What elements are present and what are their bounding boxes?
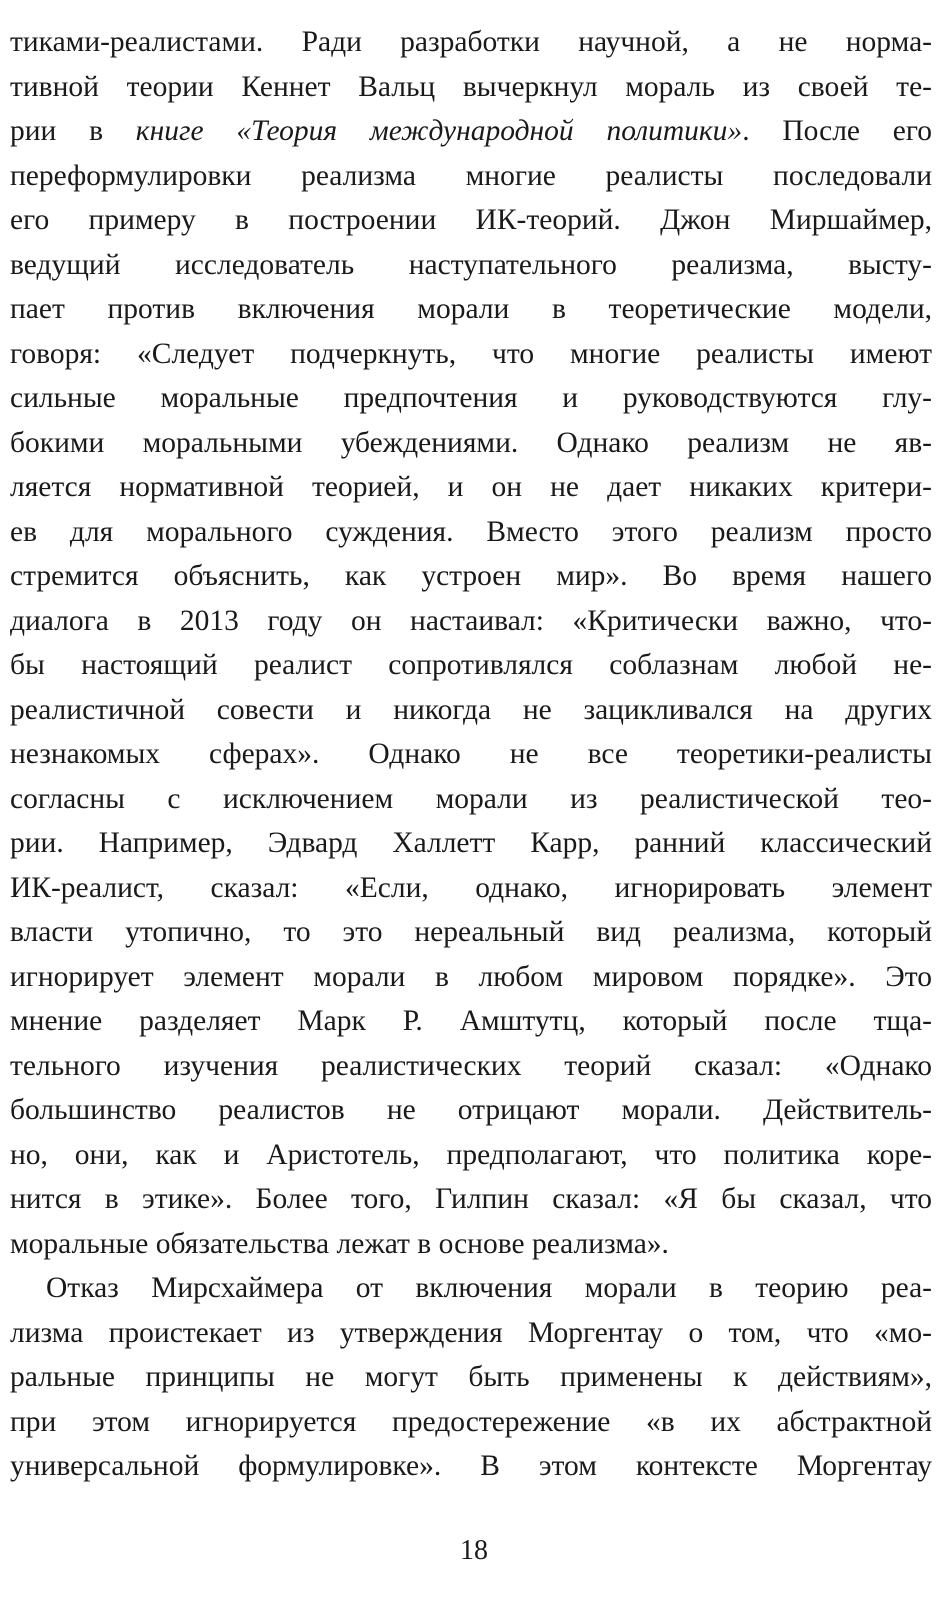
page-body-text: [10, 20, 932, 1489]
text-line: переформулировки реализма многие реалисты последовали: [10, 159, 932, 192]
text-line: говоря: «Следует подчеркнуть, что многие реалисты имеют: [10, 337, 932, 370]
text-line: универсальной формулировке». В этом контексте Моргентау: [10, 1450, 932, 1482]
text-line: сильные моральные предпочтения и руководствуются глу-: [10, 382, 932, 414]
text-segment: . После его: [742, 115, 932, 147]
text-line: лизма проистекает из утверждения Моргентау о том, что «мо-: [10, 1316, 932, 1349]
text-line: тиками-реалистами. Ради разработки научной, а не норма-: [10, 26, 932, 58]
text-line: его примеру в построении ИК-теорий. Джон Миршаймер,: [10, 204, 932, 236]
text-line: ИК-реалист, сказал: «Если, однако, игнорировать элемент: [10, 871, 932, 904]
text-line: но, они, как и Аристотель, предполагают, что политика коре-: [10, 1138, 932, 1171]
text-line: большинство реалистов не отрицают морали. Действитель-: [10, 1094, 932, 1126]
text-line: согласны с исключением морали из реалистической тео-: [10, 782, 932, 815]
text-line: мнение разделяет Марк Р. Амштутц, который после тща-: [10, 1005, 932, 1037]
text-line: рии. Например, Эдвард Халлетт Карр, ранний классический: [10, 827, 932, 859]
text-segment: рии в: [10, 115, 136, 147]
text-line: моральные обязательства лежат в основе реализма».: [10, 1227, 669, 1260]
text-line: Отказ Мирсхаймера от включения морали в теорию реа-: [46, 1272, 932, 1304]
text-line: диалога в 2013 году он настаивал: «Критически важно, что-: [10, 604, 932, 637]
text-line: ральные принципы не могут быть применены к действиям»,: [10, 1361, 932, 1393]
text-line: ев для морального суждения. Вместо этого реализм просто: [10, 515, 932, 548]
text-line: [10, 109, 932, 154]
text-line: пает против включения морали в теоретические модели,: [10, 293, 932, 325]
text-line: ведущий исследователь наступательного реализма, высту-: [10, 248, 932, 281]
text-line: нится в этике». Более того, Гилпин сказал: «Я бы сказал, что: [10, 1183, 932, 1215]
text-line: бы настоящий реалист сопротивлялся соблазнам любой не-: [10, 649, 932, 681]
text-line: реалистичной совести и никогда не зацикливался на других: [10, 693, 932, 726]
text-line: бокими моральными убеждениями. Однако реализм не яв-: [10, 426, 932, 459]
text-line: власти утопично, то это нереальный вид реализма, который: [10, 916, 932, 948]
text-line: стремится объяснить, как устроен мир». Во время нашего: [10, 560, 932, 592]
italic-book-title: книге «Теория международной политики»: [135, 115, 743, 147]
text-line: тельного изучения реалистических теорий сказал: «Однако: [10, 1049, 932, 1082]
text-line: незнакомых сферах». Однако не все теоретики-реалисты: [10, 738, 932, 770]
text-line: при этом игнорируется предостережение «в их абстрактной: [10, 1405, 932, 1438]
text-line: игнорирует элемент морали в любом мировом порядке». Это: [10, 960, 932, 993]
text-line: тивной теории Кеннет Вальц вычеркнул мораль из своей те-: [10, 70, 932, 103]
text-line: ляется нормативной теорией, и он не дает никаких критери-: [10, 471, 932, 503]
page-number: 18: [460, 1535, 488, 1566]
